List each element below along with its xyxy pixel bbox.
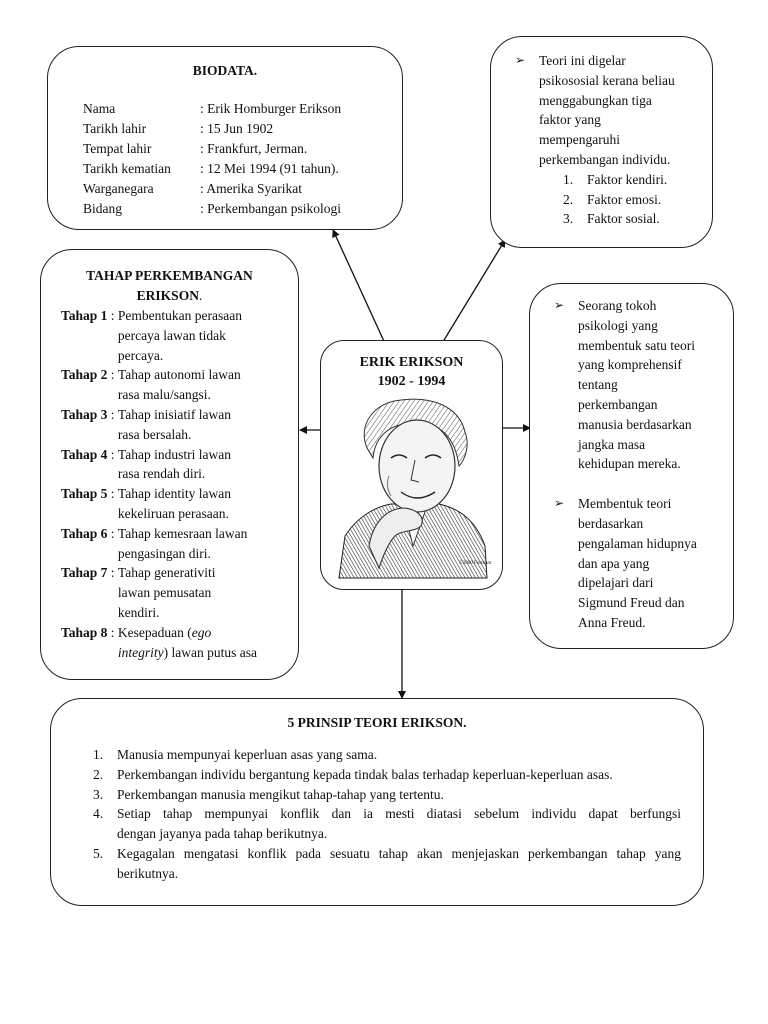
factor-item: 1. Faktor kendiri.	[563, 171, 668, 187]
principle-item: 3. Perkembangan manusia mengikut tahap-tahap yang tertentu.	[93, 786, 444, 802]
erikson-portrait	[339, 396, 492, 578]
about-box	[529, 283, 734, 649]
stage-4: Tahap 4 : Tahap industri lawan rasa rendah diri.	[61, 446, 231, 482]
biodata-key: Warganegara	[83, 181, 154, 196]
arrow-to-biodata	[333, 230, 388, 350]
biodata-title: BIODATA.	[192, 63, 258, 78]
principles-list	[93, 745, 681, 884]
biodata-row	[83, 99, 402, 119]
stage-3: Tahap 3 : Tahap inisiatif lawan rasa bersalah.	[61, 406, 231, 442]
biodata-value: : Amerika Syarikat	[200, 181, 302, 196]
principle-item: 2. Perkembangan individu bergantung kepada tindak balas terhadap keperluan-keperluan asas.	[93, 766, 613, 782]
biodata-row	[83, 119, 402, 139]
biodata-value: : Erik Homburger Erikson	[200, 101, 342, 116]
biodata-value: : Frankfurt, Jerman.	[200, 141, 308, 156]
biodata-row	[83, 139, 402, 159]
arrow-bullet-icon: ➢	[554, 298, 565, 312]
arrow-to-theory	[438, 240, 505, 350]
biodata-box	[47, 46, 403, 230]
about-list	[552, 296, 733, 633]
theory-list	[513, 51, 712, 170]
portrait-credit: ©2000 Fortliam	[459, 561, 492, 566]
stage-1: Tahap 1 : Pembentukan perasaan percaya lawan tidak percaya.	[61, 308, 242, 363]
biodata-rows	[83, 99, 402, 219]
stage-2: Tahap 2 : Tahap autonomi lawan rasa malu/sangsi.	[61, 367, 241, 403]
stages-list	[61, 306, 298, 623]
biodata-key: Nama	[83, 101, 116, 116]
theory-line: Teori ini digelar	[539, 53, 626, 68]
principle-item: 4. Setiap tahap mempunyai konflik dan ia mesti diatasi sebelum individu dapat berfungsi dengan jayanya pada tahap berikutnya.	[93, 806, 681, 842]
biodata-row	[83, 159, 402, 179]
biodata-row	[83, 179, 402, 199]
theory-line: mempengaruhi	[539, 132, 620, 148]
biodata-key: Tarikh lahir	[83, 121, 147, 136]
center-years: 1902 - 1994	[377, 374, 446, 389]
principles-title: 5 PRINSIP TEORI ERIKSON.	[287, 715, 467, 730]
arrow-bullet-icon: ➢	[515, 53, 526, 67]
biodata-value: : Perkembangan psikologi	[200, 201, 341, 216]
theory-line: faktor yang	[539, 112, 601, 128]
biodata-row	[83, 199, 402, 219]
center-box	[320, 340, 503, 590]
biodata-value: : 15 Jun 1902	[200, 121, 274, 136]
principle-item: 5. Kegagalan mengatasi konflik pada sesuatu tahap akan menjejaskan perkembangan tahap yang berikutnya.	[93, 845, 681, 881]
stages-box	[40, 249, 299, 680]
stage-5: Tahap 5 : Tahap identity lawan kekeliruan perasaan.	[61, 486, 231, 521]
arrow-bullet-icon: ➢	[554, 496, 565, 511]
biodata-key: Tempat lahir	[83, 141, 152, 156]
biodata-key: Tarikh kematian	[83, 161, 171, 176]
factor-item: 2. Faktor emosi.	[563, 191, 662, 207]
biodata-value: : 12 Mei 1994 (91 tahun).	[200, 161, 339, 176]
theory-line: perkembangan individu.	[539, 151, 671, 167]
stages-title: TAHAP PERKEMBANGAN ERIKSON.	[86, 268, 253, 303]
about-bullet: ➢ Membentuk teori berdasarkan pengalaman hidupnya dan apa yang dipelajari dari Sigmund Freud dan Anna Freud.	[554, 496, 697, 630]
stage-6: Tahap 6 : Tahap kemesraan lawan pengasingan diri.	[61, 525, 248, 561]
about-bullet: ➢ Seorang tokoh psikologi yang membentuk satu teori yang komprehensif tentang perkembangan manusia berdasarkan jangka masa kehidupan mereka.	[554, 298, 695, 472]
stage-7: Tahap 7 : Tahap generativiti lawan pemusatan kendiri.	[61, 565, 216, 620]
center-name: ERIK ERIKSON	[359, 355, 464, 370]
principle-item: 1. Manusia mempunyai keperluan asas yang sama.	[93, 747, 378, 762]
stage-8: Tahap 8 : Kesepaduan (ego integrity) lawan putus asa	[61, 624, 258, 660]
theory-box	[490, 36, 713, 248]
factor-item: 3. Faktor sosial.	[563, 211, 660, 227]
theory-line: menggabungkan tiga	[539, 92, 652, 108]
theory-line: psikososial kerana beliau	[539, 72, 675, 88]
biodata-key: Bidang	[83, 201, 122, 216]
theory-intro	[513, 51, 712, 170]
factor-list	[563, 170, 712, 229]
principles-box	[50, 698, 704, 906]
